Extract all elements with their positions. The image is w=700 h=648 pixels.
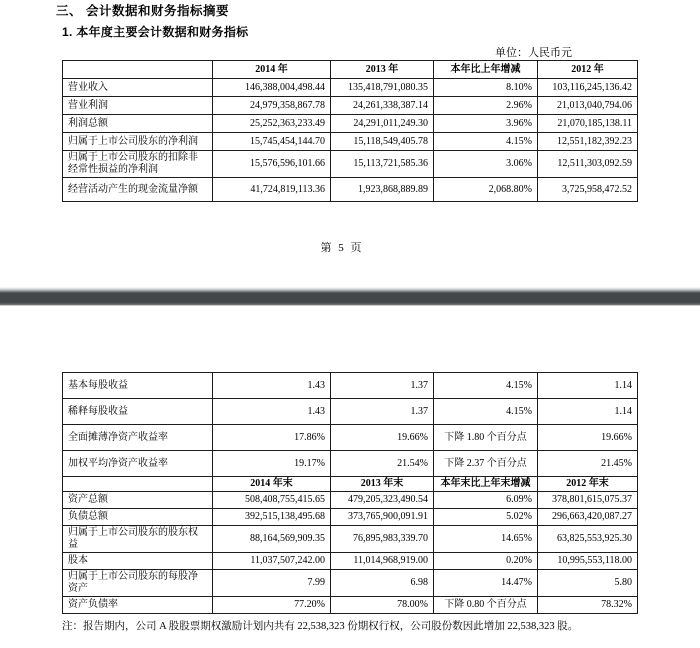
column-header-cell: 本年比上年增减 bbox=[434, 61, 538, 79]
value-cell: 21,013,040,794.06 bbox=[538, 97, 638, 115]
value-cell: 12,511,303,092.59 bbox=[538, 151, 638, 178]
balance-table-body bbox=[63, 373, 638, 614]
row-label-cell: 归属于上市公司股东的扣除非经常性损益的净利润 bbox=[63, 151, 213, 178]
value-cell: 19.66% bbox=[538, 425, 638, 451]
value-cell: 4.15% bbox=[434, 373, 538, 399]
value-cell: 12,551,182,392.23 bbox=[538, 133, 638, 151]
table-row bbox=[63, 151, 638, 178]
balance-table-container bbox=[62, 372, 638, 633]
page-number-footer: 第 5 页 bbox=[320, 242, 364, 254]
row-label-cell: 利润总额 bbox=[63, 115, 213, 133]
value-cell: 103,116,245,136.42 bbox=[538, 79, 638, 97]
income-table-body bbox=[63, 61, 638, 202]
value-cell: 373,765,900,091.91 bbox=[331, 509, 434, 526]
value-cell: 25,252,363,233.49 bbox=[213, 115, 331, 133]
value-cell: 3.06% bbox=[434, 151, 538, 178]
section-heading: 三、 会计数据和财务指标摘要 bbox=[56, 4, 229, 18]
value-cell: 1.37 bbox=[331, 399, 434, 425]
value-cell: 6.98 bbox=[331, 570, 434, 597]
value-cell: 76,895,983,339.70 bbox=[331, 526, 434, 553]
column-header-cell: 2012 年 bbox=[538, 61, 638, 79]
page-separator-bar bbox=[0, 287, 700, 306]
value-cell: 24,261,338,387.14 bbox=[331, 97, 434, 115]
column-header-cell: 2012 年末 bbox=[538, 477, 638, 492]
column-header-cell: 2014 年 bbox=[213, 61, 331, 79]
value-cell: 21.54% bbox=[331, 451, 434, 477]
value-cell: 24,291,011,249.30 bbox=[331, 115, 434, 133]
income-table-container bbox=[62, 60, 638, 202]
value-cell: 1.37 bbox=[331, 373, 434, 399]
value-cell: 392,515,138,495.68 bbox=[213, 509, 331, 526]
table-note: 注：报告期内，公司 A 股股票期权激励计划内共有 22,538,323 份期权行权，公司股份数因此增加 22,538,323 股。 bbox=[62, 621, 579, 632]
row-label-cell: 基本每股收益 bbox=[63, 373, 213, 399]
value-cell: 88,164,569,909.35 bbox=[213, 526, 331, 553]
value-cell: 1.43 bbox=[213, 373, 331, 399]
value-cell: 15,118,549,405.78 bbox=[331, 133, 434, 151]
row-label-cell: 营业收入 bbox=[63, 79, 213, 97]
table-header-row bbox=[63, 61, 638, 79]
column-header-cell: 本年末比上年末增减 bbox=[434, 477, 538, 492]
value-cell: 下降 1.80 个百分点 bbox=[434, 425, 538, 451]
value-cell: 11,014,968,919.00 bbox=[331, 553, 434, 570]
currency-unit-label: 单位：人民币元 bbox=[495, 47, 572, 59]
value-cell: 19.17% bbox=[213, 451, 331, 477]
table-row bbox=[63, 97, 638, 115]
value-cell: 1.14 bbox=[538, 399, 638, 425]
table-row bbox=[63, 115, 638, 133]
value-cell: 479,205,323,490.54 bbox=[331, 492, 434, 509]
table-row bbox=[63, 79, 638, 97]
table-row bbox=[63, 399, 638, 425]
empty-header-cell bbox=[63, 61, 213, 79]
row-label-cell: 资产负债率 bbox=[63, 597, 213, 614]
value-cell: 14.47% bbox=[434, 570, 538, 597]
value-cell: 3.96% bbox=[434, 115, 538, 133]
value-cell: 15,113,721,585.36 bbox=[331, 151, 434, 178]
value-cell: 11,037,507,242.00 bbox=[213, 553, 331, 570]
value-cell: 41,724,819,113.36 bbox=[213, 178, 331, 202]
value-cell: 78.00% bbox=[331, 597, 434, 614]
value-cell: 296,663,420,087.27 bbox=[538, 509, 638, 526]
income-statement-table bbox=[62, 60, 638, 202]
table-row bbox=[63, 570, 638, 597]
value-cell: 4.15% bbox=[434, 399, 538, 425]
value-cell: 下降 0.80 个百分点 bbox=[434, 597, 538, 614]
table-row bbox=[63, 133, 638, 151]
table-row bbox=[63, 451, 638, 477]
value-cell: 8.10% bbox=[434, 79, 538, 97]
table-header-row bbox=[63, 477, 638, 492]
row-label-cell: 全面摊薄净资产收益率 bbox=[63, 425, 213, 451]
value-cell: 1,923,868,889.89 bbox=[331, 178, 434, 202]
row-label-cell: 负债总额 bbox=[63, 509, 213, 526]
value-cell: 下降 2.37 个百分点 bbox=[434, 451, 538, 477]
value-cell: 19.66% bbox=[331, 425, 434, 451]
column-header-cell: 2014 年末 bbox=[213, 477, 331, 492]
value-cell: 7.99 bbox=[213, 570, 331, 597]
value-cell: 1.14 bbox=[538, 373, 638, 399]
value-cell: 14.65% bbox=[434, 526, 538, 553]
table-row bbox=[63, 373, 638, 399]
value-cell: 508,408,755,415.65 bbox=[213, 492, 331, 509]
value-cell: 378,801,615,075.37 bbox=[538, 492, 638, 509]
value-cell: 4.15% bbox=[434, 133, 538, 151]
table-row bbox=[63, 526, 638, 553]
value-cell: 5.80 bbox=[538, 570, 638, 597]
table-row bbox=[63, 178, 638, 202]
value-cell: 15,576,596,101.66 bbox=[213, 151, 331, 178]
per-share-and-balance-table bbox=[62, 372, 638, 614]
value-cell: 77.20% bbox=[213, 597, 331, 614]
value-cell: 0.20% bbox=[434, 553, 538, 570]
value-cell: 78.32% bbox=[538, 597, 638, 614]
value-cell: 17.86% bbox=[213, 425, 331, 451]
subsection-heading: 1. 本年度主要会计数据和财务指标 bbox=[62, 25, 249, 39]
value-cell: 3,725,958,472.52 bbox=[538, 178, 638, 202]
value-cell: 135,418,791,080.35 bbox=[331, 79, 434, 97]
value-cell: 21,070,185,138.11 bbox=[538, 115, 638, 133]
value-cell: 146,388,004,498.44 bbox=[213, 79, 331, 97]
value-cell: 1.43 bbox=[213, 399, 331, 425]
table-row bbox=[63, 425, 638, 451]
value-cell: 10,995,553,118.00 bbox=[538, 553, 638, 570]
value-cell: 15,745,454,144.70 bbox=[213, 133, 331, 151]
table-row bbox=[63, 553, 638, 570]
row-label-cell: 资产总额 bbox=[63, 492, 213, 509]
column-header-cell: 2013 年 bbox=[331, 61, 434, 79]
row-label-cell: 稀释每股收益 bbox=[63, 399, 213, 425]
row-label-cell: 加权平均净资产收益率 bbox=[63, 451, 213, 477]
row-label-cell: 归属于上市公司股东的每股净资产 bbox=[63, 570, 213, 597]
value-cell: 21.45% bbox=[538, 451, 638, 477]
table-row bbox=[63, 509, 638, 526]
value-cell: 63,825,553,925.30 bbox=[538, 526, 638, 553]
value-cell: 2,068.80% bbox=[434, 178, 538, 202]
row-label-cell: 归属于上市公司股东的股东权益 bbox=[63, 526, 213, 553]
value-cell: 2.96% bbox=[434, 97, 538, 115]
column-header-cell: 2013 年末 bbox=[331, 477, 434, 492]
row-label-cell: 归属于上市公司股东的净利润 bbox=[63, 133, 213, 151]
value-cell: 24,979,358,867.78 bbox=[213, 97, 331, 115]
row-label-cell: 经营活动产生的现金流量净额 bbox=[63, 178, 213, 202]
value-cell: 6.09% bbox=[434, 492, 538, 509]
table-row bbox=[63, 597, 638, 614]
value-cell: 5.02% bbox=[434, 509, 538, 526]
empty-header-cell bbox=[63, 477, 213, 492]
row-label-cell: 股本 bbox=[63, 553, 213, 570]
table-row bbox=[63, 492, 638, 509]
row-label-cell: 营业利润 bbox=[63, 97, 213, 115]
